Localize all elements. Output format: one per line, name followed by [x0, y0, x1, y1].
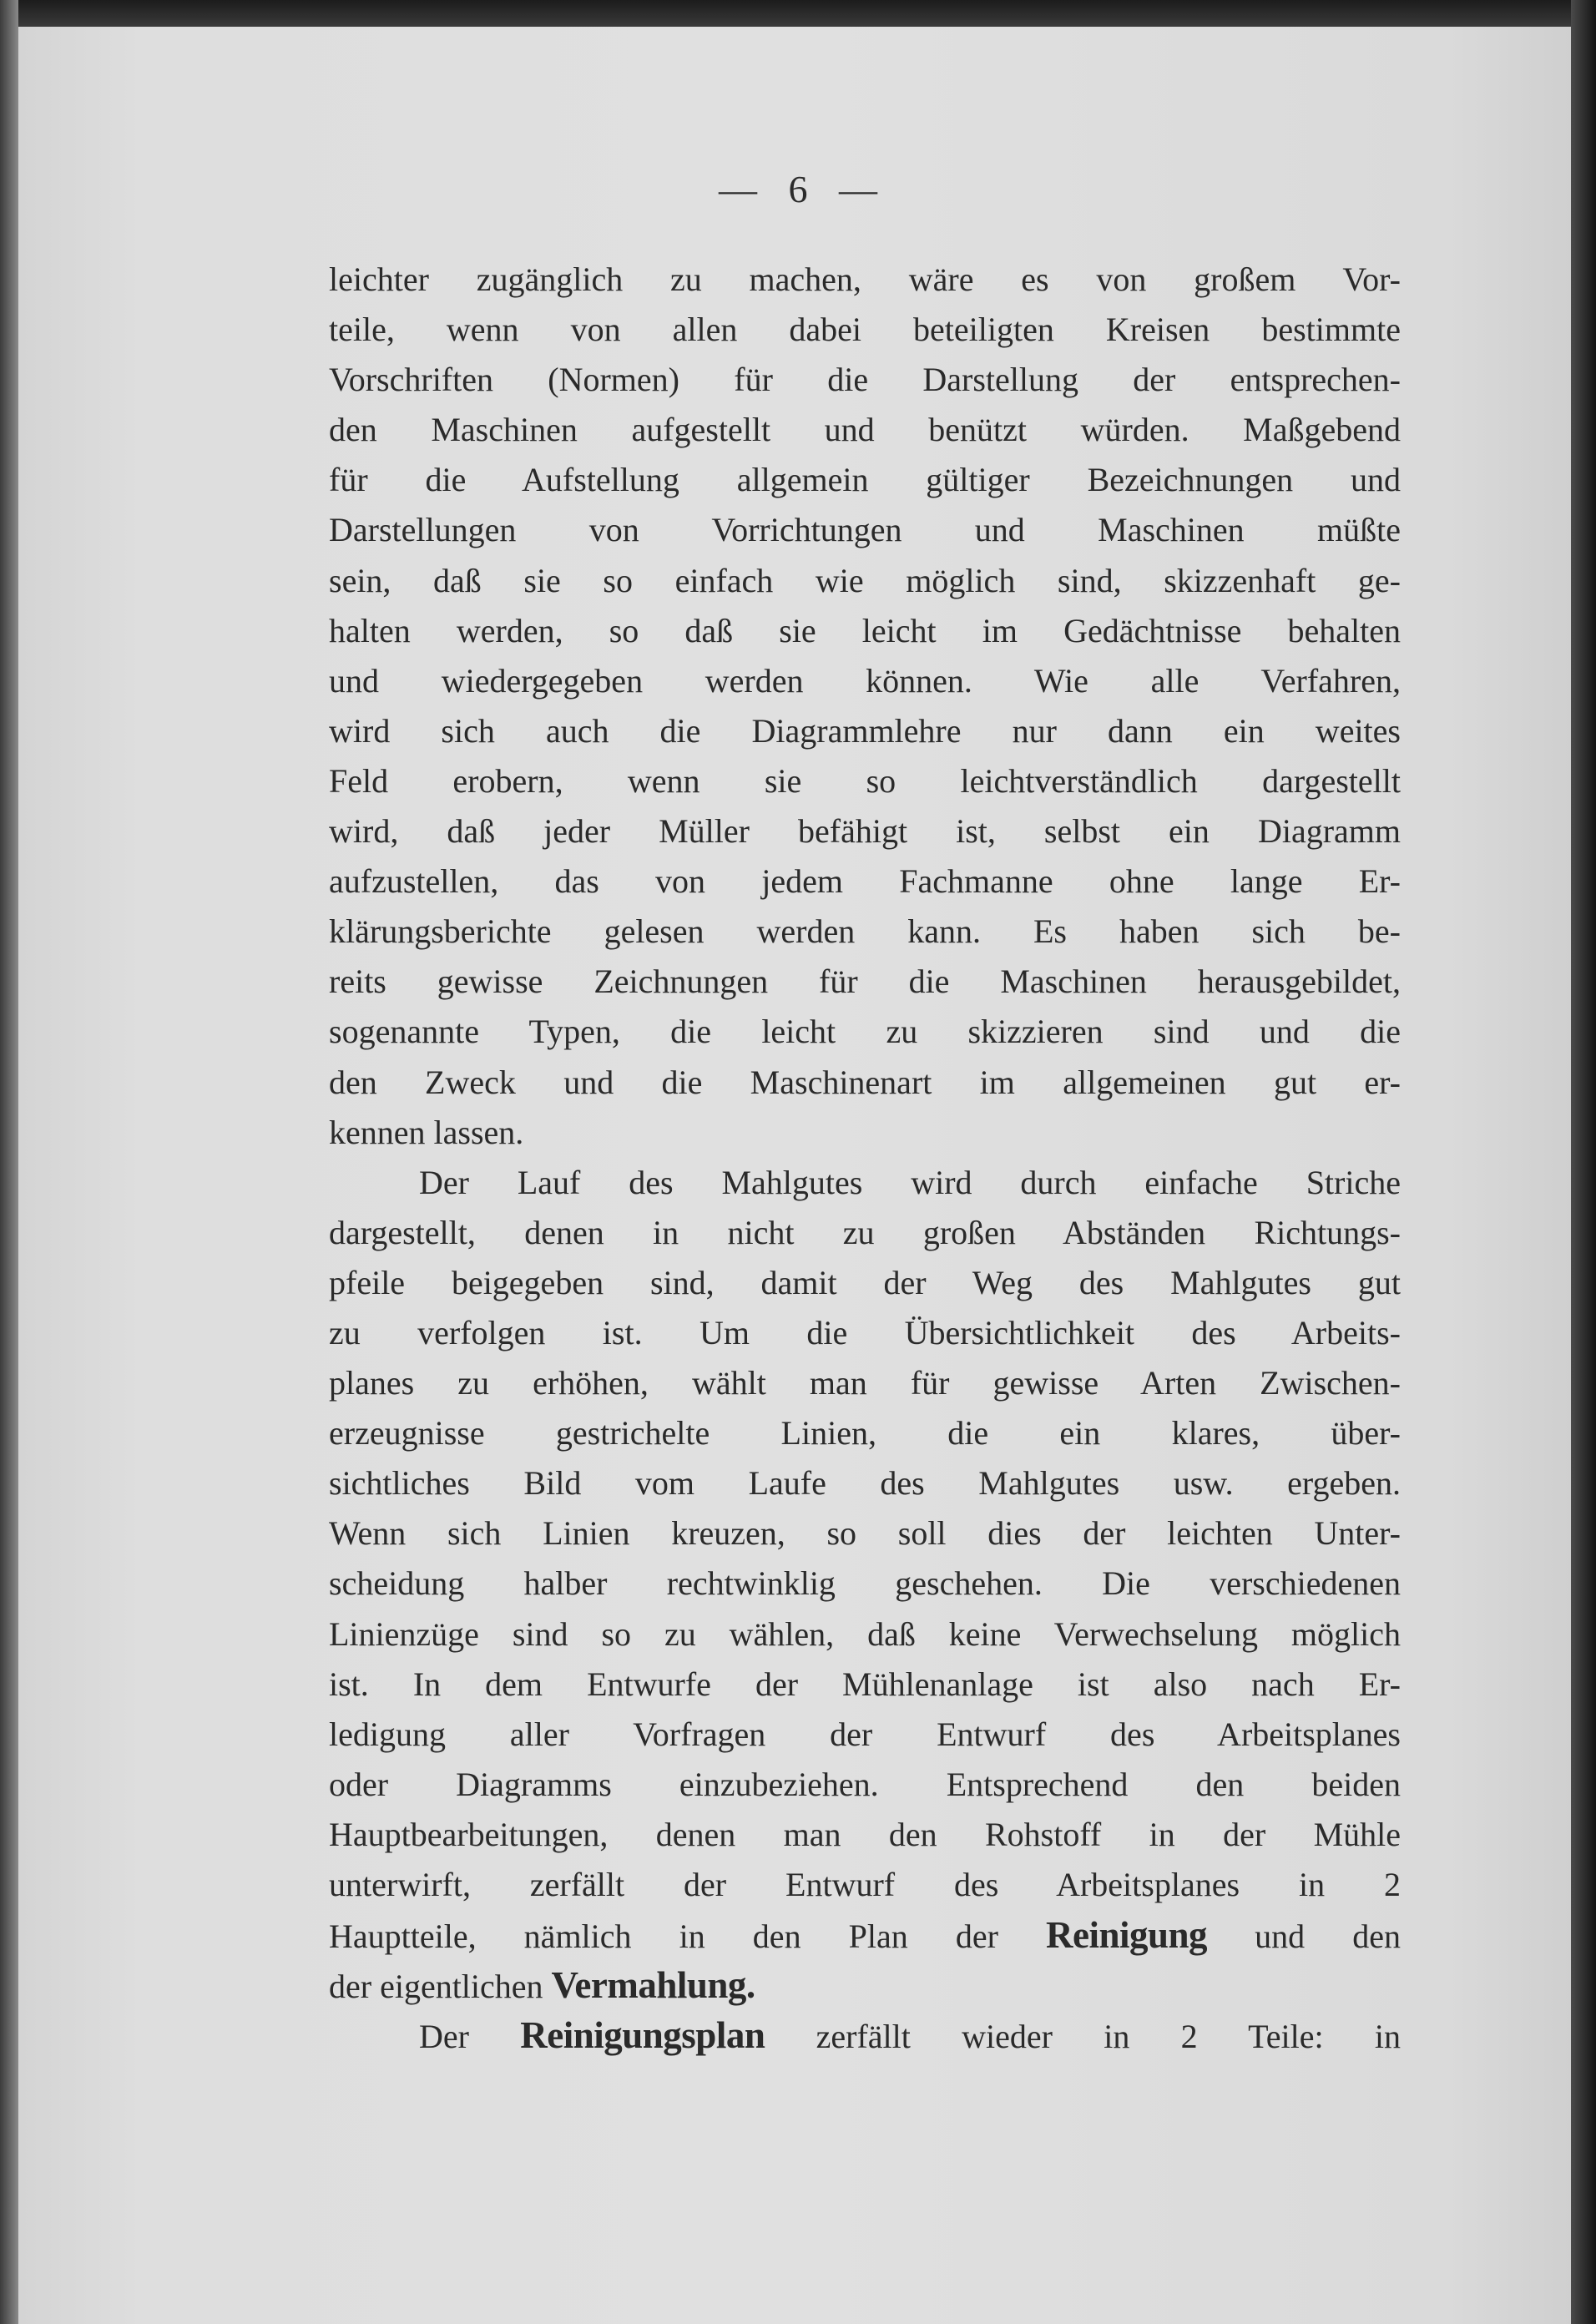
text-segment: reits gewisse Zeichnungen für die Maschinen herausgebildet,	[329, 962, 1401, 1001]
text-line	[329, 1408, 1401, 1458]
text-segment: teile, wenn von allen dabei beteiligten Kreisen bestimmte	[329, 311, 1401, 349]
text-line	[329, 957, 1401, 1007]
text-segment: planes zu erhöhen, wählt man für gewisse Arten Zwischen-	[329, 1364, 1401, 1402]
text-line	[329, 1910, 1401, 1960]
text-line	[329, 806, 1401, 856]
text-segment: sichtliches Bild vom Laufe des Mahlgutes usw. ergeben.	[329, 1464, 1401, 1503]
text-segment: pfeile beigegeben sind, damit der Weg des Mahlgutes gut	[329, 1263, 1401, 1301]
text-segment: Feld erobern, wenn sie so leichtverständlich dargestellt	[329, 761, 1401, 800]
text-segment: aufzustellen, das von jedem Fachmanne ohne lange Er-	[329, 862, 1401, 901]
text-segment: ist. In dem Entwurfe der Mühlenanlage ist also nach Er-	[329, 1665, 1401, 1703]
text-segment: den Maschinen aufgestellt und benützt würden. Maßgebend	[329, 411, 1401, 449]
text-line	[329, 1358, 1401, 1408]
scan-border-right	[1571, 0, 1596, 2324]
text-line	[329, 1058, 1401, 1108]
text-line	[329, 2010, 1401, 2060]
text-line	[329, 1208, 1401, 1258]
text-line	[329, 1609, 1401, 1660]
text-line	[329, 1158, 1401, 1208]
text-segment: Linienzüge sind so zu wählen, daß keine Verwechselung möglich	[329, 1614, 1401, 1653]
text-line	[329, 1660, 1401, 1710]
text-segment: Darstellungen von Vorrichtungen und Maschinen müßte	[329, 511, 1401, 549]
text-segment: Der	[419, 2018, 521, 2056]
text-line	[329, 255, 1401, 305]
text-line	[329, 656, 1401, 706]
text-line	[329, 1860, 1401, 1910]
text-segment: leichter zugänglich zu machen, wäre es von großem Vor-	[329, 260, 1401, 298]
text-segment: wird, daß jeder Müller befähigt ist, selbst ein Diagramm	[329, 812, 1401, 851]
text-segment: scheidung halber rechtwinklig geschehen. Die verschiedenen	[329, 1564, 1401, 1603]
text-segment: sogenannte Typen, die leicht zu skizzieren sind und die	[329, 1013, 1401, 1051]
text-segment: für die Aufstellung allgemein gültiger Bezeichnungen und	[329, 461, 1401, 499]
text-line	[329, 405, 1401, 455]
text-line	[329, 1108, 1401, 1158]
text-segment: halten werden, so daß sie leicht im Gedächtnisse behalten	[329, 611, 1401, 649]
text-segment: dargestellt, denen in nicht zu großen Abständen Richtungs-	[329, 1213, 1401, 1251]
text-line	[329, 1960, 1401, 2010]
page-number: — 6 —	[719, 168, 877, 210]
text-line	[329, 455, 1401, 505]
text-line	[329, 1458, 1401, 1508]
bold-term: Reinigung	[1046, 1914, 1208, 1957]
text-segment: ledigung aller Vorfragen der Entwurf des Arbeitsplanes	[329, 1715, 1401, 1753]
text-line	[329, 305, 1401, 355]
text-line	[329, 355, 1401, 405]
text-segment: und wiedergegeben werden können. Wie alle Verfahren,	[329, 661, 1401, 700]
text-line	[329, 556, 1401, 606]
text-line	[329, 1810, 1401, 1860]
text-segment: erzeugnisse gestrichelte Linien, die ein klares, über-	[329, 1414, 1401, 1452]
bold-term: Reinigungsplan	[520, 2014, 765, 2057]
text-line	[329, 907, 1401, 957]
text-line	[329, 1760, 1401, 1810]
text-segment: sein, daß sie so einfach wie möglich sind, skizzenhaft ge-	[329, 561, 1401, 599]
text-line	[329, 1559, 1401, 1609]
text-segment: den Zweck und die Maschinenart im allgemeinen gut er-	[329, 1063, 1401, 1101]
text-segment: klärungsberichte gelesen werden kann. Es haben sich be-	[329, 912, 1401, 951]
text-line	[329, 856, 1401, 907]
text-segment: Hauptbearbeitungen, denen man den Rohstoff in der Mühle	[329, 1815, 1401, 1853]
text-segment: und den	[1207, 1917, 1401, 1956]
text-line	[329, 756, 1401, 806]
bold-term: Vermahlung.	[551, 1964, 755, 2007]
text-line	[329, 505, 1401, 555]
text-line	[329, 606, 1401, 656]
scan-border-top	[0, 0, 1596, 27]
text-segment: Vorschriften (Normen) für die Darstellung der entsprechen-	[329, 361, 1401, 399]
body-text	[329, 255, 1401, 2060]
text-segment: Wenn sich Linien kreuzen, so soll dies der leichten Unter-	[329, 1514, 1401, 1553]
text-segment: der eigentlichen	[329, 1968, 552, 2006]
text-line	[329, 1308, 1401, 1358]
text-segment: Der Lauf des Mahlgutes wird durch einfache Striche	[419, 1163, 1401, 1201]
text-segment: kennen lassen.	[329, 1113, 524, 1151]
text-segment: zerfällt wieder in 2 Teile: in	[765, 2018, 1402, 2056]
text-segment: oder Diagramms einzubeziehen. Entsprechend den beiden	[329, 1765, 1401, 1803]
text-segment: zu verfolgen ist. Um die Übersichtlichkeit des Arbeits-	[329, 1313, 1401, 1351]
text-line	[329, 1508, 1401, 1559]
text-segment: wird sich auch die Diagrammlehre nur dann ein weites	[329, 711, 1401, 750]
text-segment: Hauptteile, nämlich in den Plan der	[329, 1917, 1046, 1956]
text-line	[329, 1258, 1401, 1308]
text-line	[329, 1007, 1401, 1057]
scan-border-left	[0, 0, 18, 2324]
text-line	[329, 706, 1401, 756]
text-segment: unterwirft, zerfällt der Entwurf des Arbeitsplanes in 2	[329, 1866, 1401, 1903]
text-line	[329, 1710, 1401, 1760]
